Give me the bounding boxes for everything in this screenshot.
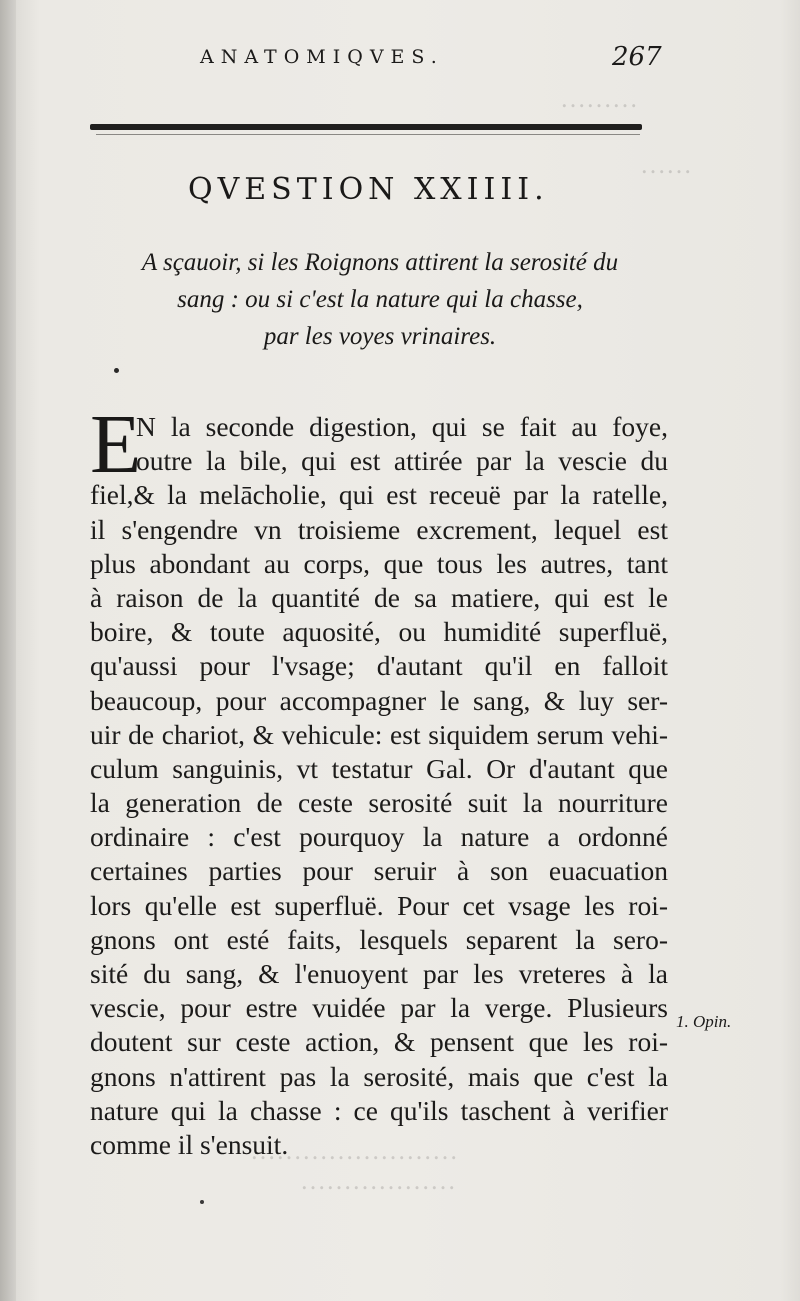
drop-cap: E — [90, 398, 142, 491]
text-line: plus abondant au corps, que tous les autres, tant — [90, 547, 668, 579]
text-line: fiel,& la melācholie, qui est receuë par la ratelle, — [90, 479, 668, 511]
question-title: QVESTION XXIIII. — [188, 172, 549, 207]
text-line: à raison de la quantité de sa matiere, qui est le — [90, 581, 668, 613]
margin-note: 1. Opin. — [676, 1012, 732, 1031]
ornament-dot — [114, 368, 119, 373]
subtitle-line: sang : ou si c'est la nature qui la chasse, — [177, 286, 583, 313]
text-line: qu'aussi pour l'vsage; d'autant qu'il en falloit — [90, 650, 668, 682]
text-line: comme il s'ensuit. — [90, 1128, 289, 1160]
header-rule-thin — [96, 134, 640, 135]
question-subtitle — [100, 244, 660, 355]
header-rule — [90, 124, 642, 130]
text-line: uir de chariot, & vehicule: est siquidem serum vehi- — [90, 718, 668, 750]
text-line: sité du sang, & l'enuoyent par les vreteres à la — [90, 958, 668, 989]
text-line: la generation de ceste serosité suit la nourriture — [90, 787, 668, 819]
bleed-through: ……………… — [300, 1166, 456, 1195]
subtitle-line: par les voyes vrinaires. — [263, 323, 497, 350]
text-line: culum sanguinis, vt testatur Gal. Or d'autant que — [90, 752, 668, 784]
text-line: gnons ont esté faits, lesquels separent la sero- — [90, 923, 668, 955]
text-line: boire, & toute aquosité, ou humidité superfluë, — [90, 616, 668, 648]
page-gutter — [0, 0, 16, 1301]
text-line: lors qu'elle est superfluë. Pour cet vsage les roi- — [90, 889, 668, 921]
text-line: beaucoup, pour accompagner le sang, & luy ser- — [90, 684, 668, 716]
text-line: nature qui la chasse : ce qu'ils taschent à verifier — [90, 1094, 668, 1126]
text-line: certaines parties pour seruir à son euacuation — [90, 855, 668, 887]
text-line: N la seconde digestion, qui se fait au foye, — [136, 411, 668, 442]
body-text — [90, 398, 668, 1162]
bleed-through: …… — [640, 150, 692, 179]
subtitle-line: A sçauoir, si les Roignons attirent la serosité du — [141, 249, 619, 276]
bleed-through: ……… — [560, 84, 638, 113]
text-line: il s'engendre vn troisieme excrement, lequel est — [90, 513, 668, 545]
text-line: ordinaire : c'est pourquoy la nature a ordonné — [90, 821, 668, 853]
bleed-through: …………………… — [250, 1136, 458, 1165]
text-line: vescie, pour estre vuidée par la verge. Plusieurs — [90, 992, 668, 1024]
page-number: 267 — [612, 42, 662, 72]
running-head: ANATOMIQVES. — [200, 46, 444, 68]
text-line: outre la bile, qui est attirée par la vescie du — [136, 445, 668, 477]
text-line: gnons n'attirent pas la serosité, mais que c'est la — [90, 1060, 668, 1092]
text-line: doutent sur ceste action, & pensent que les roi- — [90, 1026, 668, 1058]
ornament-dot — [200, 1200, 204, 1204]
